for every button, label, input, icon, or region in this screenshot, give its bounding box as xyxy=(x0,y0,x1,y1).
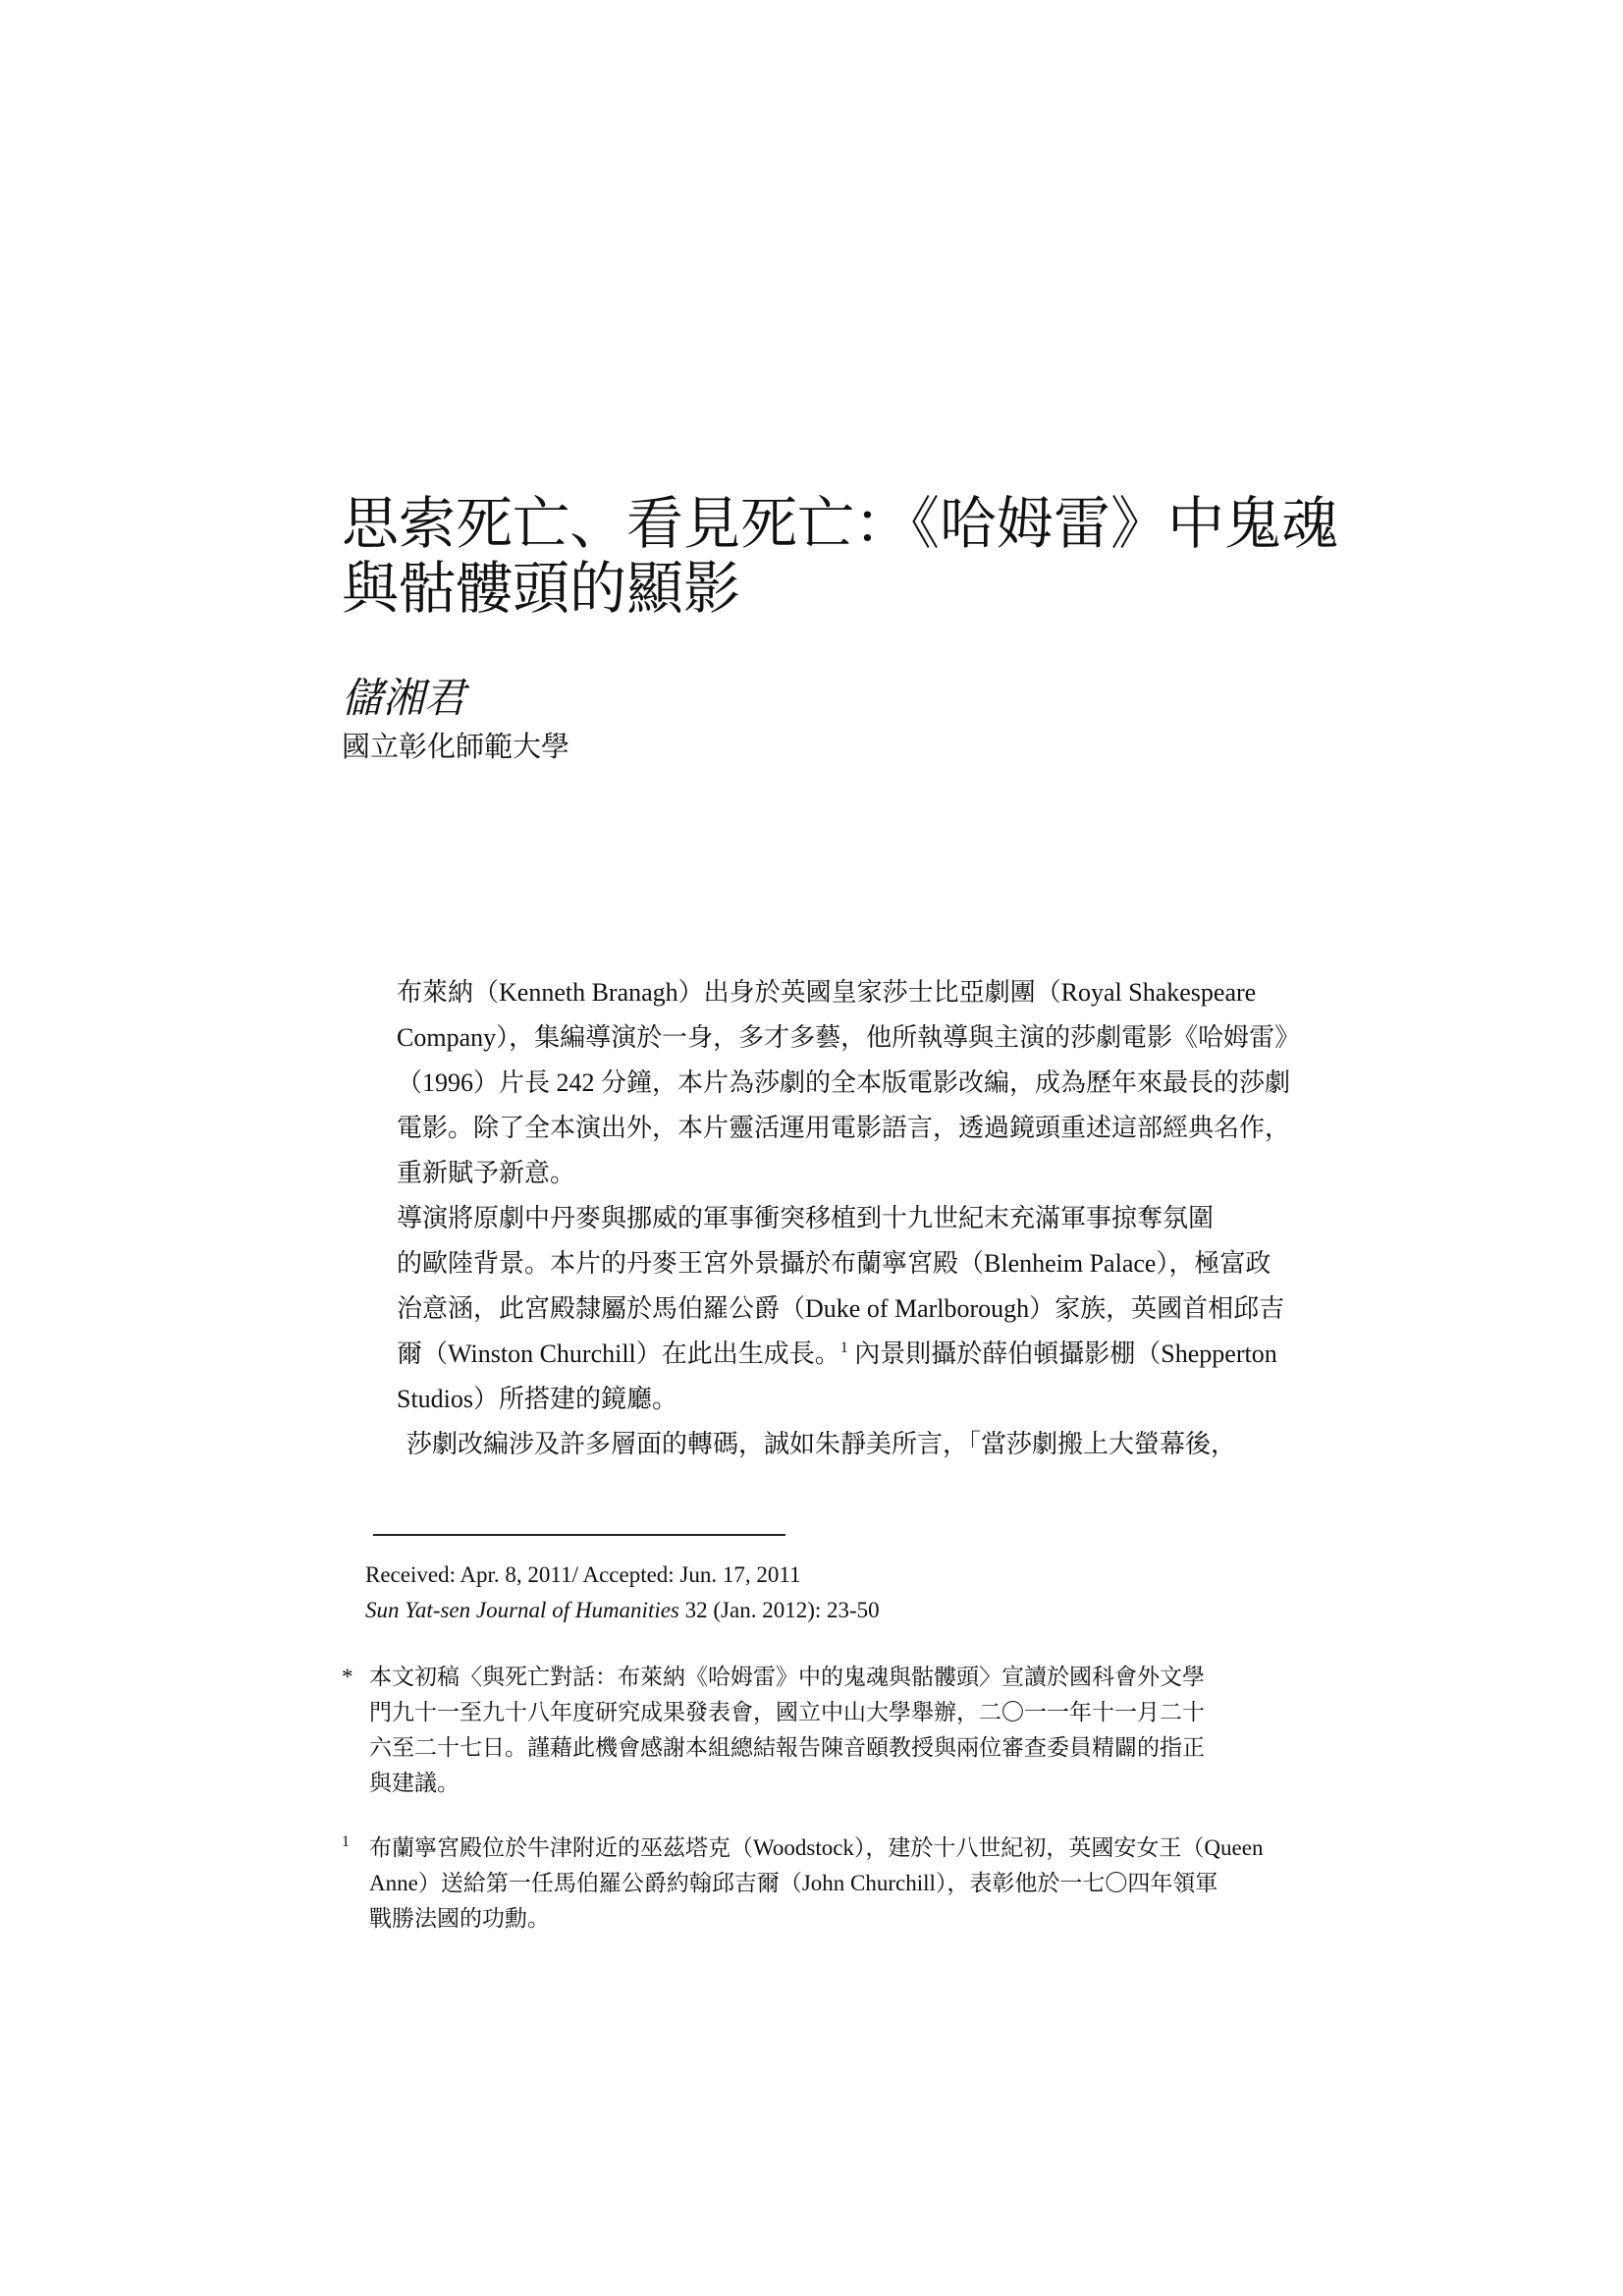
body-paragraph-1 xyxy=(342,970,1301,1196)
body-paragraph-2 xyxy=(342,1196,1294,1422)
footnote-1 xyxy=(342,1831,1294,1937)
footnote-1-mark: 1 xyxy=(342,1833,350,1850)
footnote-line: 門九十一至九十八年度研究成果發表會，國立中山大學舉辦，二〇一一年十一月二十 xyxy=(369,1700,1205,1724)
body-line: 莎劇改編涉及許多層面的轉碼，誠如朱靜美所言，「當莎劇搬上大螢幕後， xyxy=(406,1430,1237,1458)
footnote-star-mark: * xyxy=(342,1665,353,1689)
author-name: 儲湘君 xyxy=(342,674,466,722)
body-line-text: 爾（Winston Churchill）在此出生成長。 xyxy=(397,1339,840,1368)
body-line: 治意涵，此宮殿隸屬於馬伯羅公爵（Duke of Marlborough）家族，英國首相邱吉 xyxy=(397,1294,1285,1323)
body-line xyxy=(342,1332,1294,1377)
received-info xyxy=(365,1558,880,1628)
footnote-reference-1[interactable]: 1 xyxy=(839,1339,848,1356)
footnote-line: 本文初稿〈與死亡對話：布萊納《哈姆雷》中的鬼魂與骷髏頭〉宣讀於國科會外文學 xyxy=(369,1665,1205,1689)
footnote-star xyxy=(342,1660,1294,1801)
body-line: 布萊納（Kenneth Branagh）出身於英國皇家莎士比亞劇團（Royal Shakespeare xyxy=(397,978,1257,1007)
body-line: Studios）所搭建的鏡廳。 xyxy=(397,1385,678,1413)
footnote-line: 與建議。 xyxy=(369,1771,460,1795)
footnotes xyxy=(342,1660,1294,1937)
article-body xyxy=(342,970,1301,1467)
footnote-separator xyxy=(373,1534,785,1536)
title-line-2: 與骷髏頭的顯影 xyxy=(342,555,741,622)
body-line: （1996）片長 242 分鐘，本片為莎劇的全本版電影改編，成為歷年來最長的莎劇 xyxy=(397,1068,1291,1097)
footnote-line: 六至二十七日。謹藉此機會感謝本組總結報告陳音頤教授與兩位審查委員精闢的指正 xyxy=(369,1735,1205,1760)
body-line: 電影。除了全本演出外，本片靈活運用電影語言，透過鏡頭重述這部經典名作， xyxy=(397,1114,1291,1142)
footnote-line: 布蘭寧宮殿位於牛津附近的巫茲塔克（Woodstock），建於十八世紀初，英國安女王（Queen xyxy=(369,1835,1264,1860)
article-title xyxy=(342,490,1339,622)
title-line-1: 思索死亡、看見死亡：《哈姆雷》中鬼魂 xyxy=(342,490,1339,557)
journal-issue: 32 (Jan. 2012): 23-50 xyxy=(678,1598,880,1622)
body-line: 的歐陸背景。本片的丹麥王宮外景攝於布蘭寧宮殿（Blenheim Palace），極富政 xyxy=(397,1249,1271,1278)
body-line: 重新賦予新意。 xyxy=(397,1159,576,1187)
footnote-line: Anne）送給第一任馬伯羅公爵約翰邱吉爾（John Churchill），表彰他於一七〇四年領軍 xyxy=(369,1871,1218,1895)
body-paragraph-3 xyxy=(342,1422,1294,1467)
footnote-line: 戰勝法國的功勳。 xyxy=(369,1906,550,1931)
body-line-text: 內景則攝於薛伯頓攝影棚（Shepperton xyxy=(847,1339,1277,1368)
author-affiliation: 國立彰化師範大學 xyxy=(342,730,570,763)
body-line: Company），集編導演於一身，多才多藝，他所執導與主演的莎劇電影《哈姆雷》 xyxy=(397,1023,1301,1052)
journal-citation xyxy=(365,1593,880,1628)
journal-name: Sun Yat-sen Journal of Humanities xyxy=(365,1598,679,1622)
body-line: 導演將原劇中丹麥與挪威的軍事衝突移植到十九世紀末充滿軍事掠奪氛圍 xyxy=(397,1204,1215,1232)
received-dates: Received: Apr. 8, 2011/ Accepted: Jun. 17, 2011 xyxy=(365,1562,801,1587)
